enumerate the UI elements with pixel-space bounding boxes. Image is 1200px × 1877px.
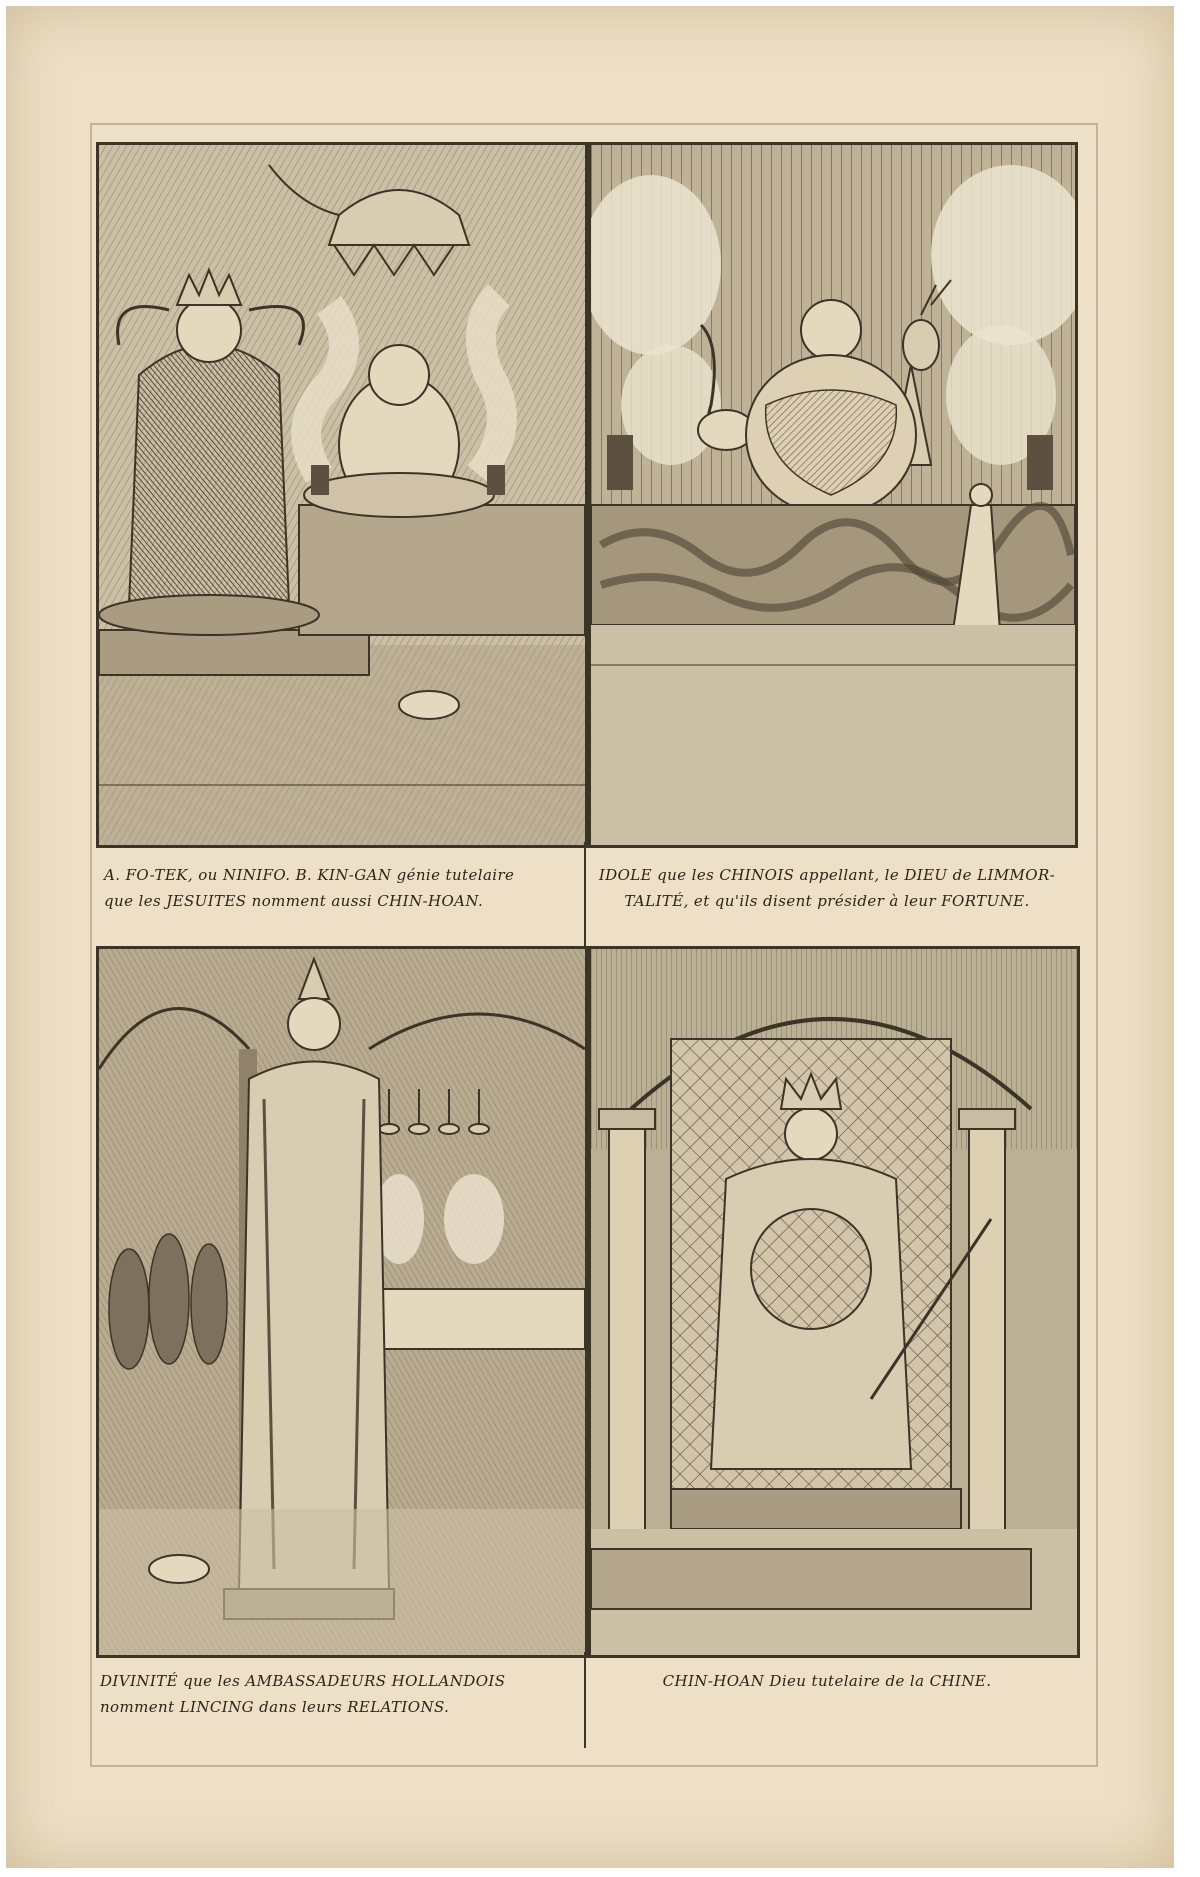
- caption-divider-bottom: [584, 1652, 586, 1748]
- caption-plate-b: [592, 862, 1062, 914]
- lincing-engraving: [99, 949, 585, 1655]
- caption-line: CHIN-HOAN Dieu tutelaire de la CHINE.: [662, 1672, 992, 1690]
- caption-line: IDOLE que les CHINOIS appellant, le DIEU de LIMMOR-: [598, 866, 1056, 884]
- idole-engraving: [591, 145, 1075, 845]
- caption-line: nomment LINCING dans leurs RELATIONS.: [100, 1698, 450, 1716]
- caption-line: DIVINITÉ que les AMBASSADEURS HOLLANDOIS: [100, 1672, 506, 1690]
- caption-plate-c: [100, 1668, 570, 1720]
- engraving-panel-chin-hoan: [588, 946, 1080, 1658]
- caption-line: TALITÉ, et qu'ils disent présider à leur FORTUNE.: [624, 892, 1030, 910]
- caption-plate-a: [104, 862, 574, 914]
- engraving-panel-lincing: [96, 946, 588, 1658]
- engraving-panel-idole: [588, 142, 1078, 848]
- caption-line: que les JESUITES nomment aussi CHIN-HOAN.: [104, 892, 484, 910]
- chin-hoan-engraving: [591, 949, 1077, 1655]
- caption-plate-d: [592, 1668, 1062, 1694]
- caption-line: A. FO-TEK, ou NINIFO. B. KIN-GAN génie tutelaire: [104, 866, 515, 884]
- fo-tek-engraving: [99, 145, 585, 845]
- engraving-panel-fo-tek: [96, 142, 588, 848]
- caption-divider-top: [584, 842, 586, 946]
